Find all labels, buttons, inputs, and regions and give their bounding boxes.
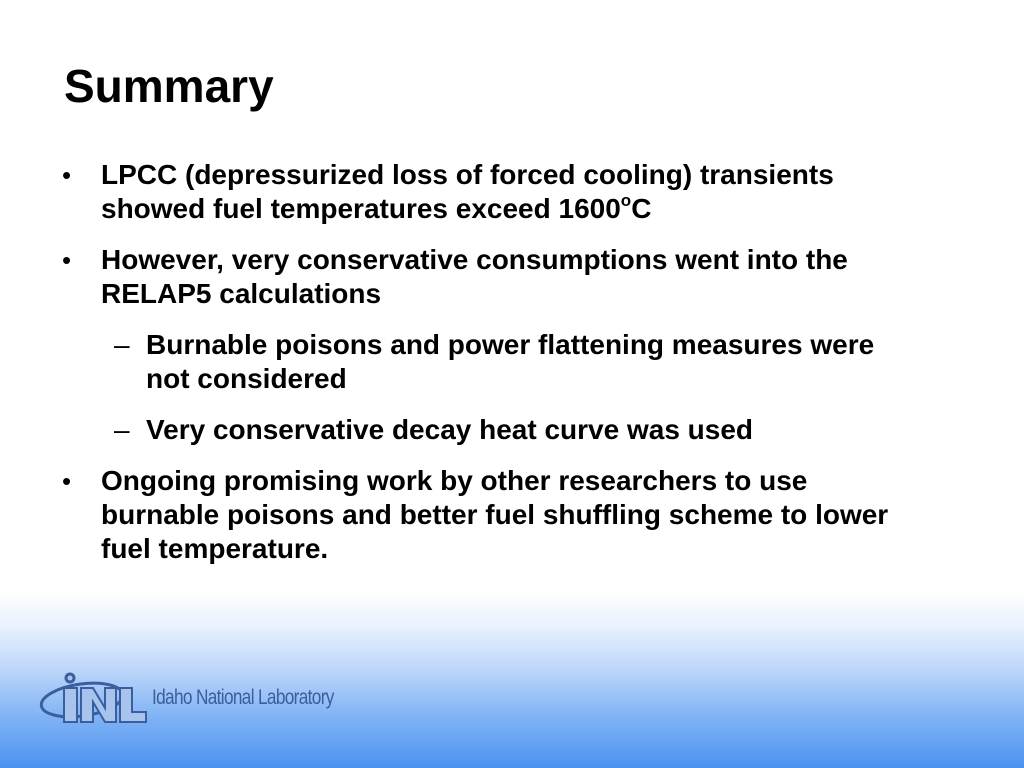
sub-bullet-text: Burnable poisons and power flattening measures were not considered <box>146 329 875 394</box>
sub-bullet-item-1 <box>0 328 901 396</box>
bullet-text: However, very conservative consumptions went into the RELAP5 calculations <box>101 244 848 309</box>
bullet-marker: • <box>62 466 72 496</box>
bullet-item-2 <box>0 243 901 311</box>
sub-bullet-marker: – <box>114 414 130 445</box>
bullet-text: Ongoing promising work by other researchers to use burnable poisons and better fuel shuffling scheme to lower fuel temperature. <box>101 465 889 564</box>
sub-bullet-marker: – <box>114 329 130 360</box>
sub-bullet-item-2 <box>0 413 901 447</box>
sub-bullet-text: Very conservative decay heat curve was used <box>146 414 754 445</box>
bullet-list <box>0 158 1024 583</box>
degree-superscript: o <box>620 191 632 210</box>
bullet-text <box>101 159 834 224</box>
inl-logo-mark-icon <box>38 660 153 732</box>
bullet-text-unit: C <box>631 193 652 224</box>
bullet-item-1 <box>0 158 901 226</box>
bullet-text-main: LPCC (depressurized loss of forced cooling) transients showed fuel temperatures exceed 1600 <box>101 159 834 224</box>
bullet-marker: • <box>62 160 72 190</box>
slide-title: Summary <box>64 60 274 112</box>
bullet-item-3 <box>0 464 901 566</box>
bullet-marker: • <box>62 245 72 275</box>
inl-logo <box>38 660 358 732</box>
logo-text: Idaho National Laboratory <box>152 686 334 709</box>
